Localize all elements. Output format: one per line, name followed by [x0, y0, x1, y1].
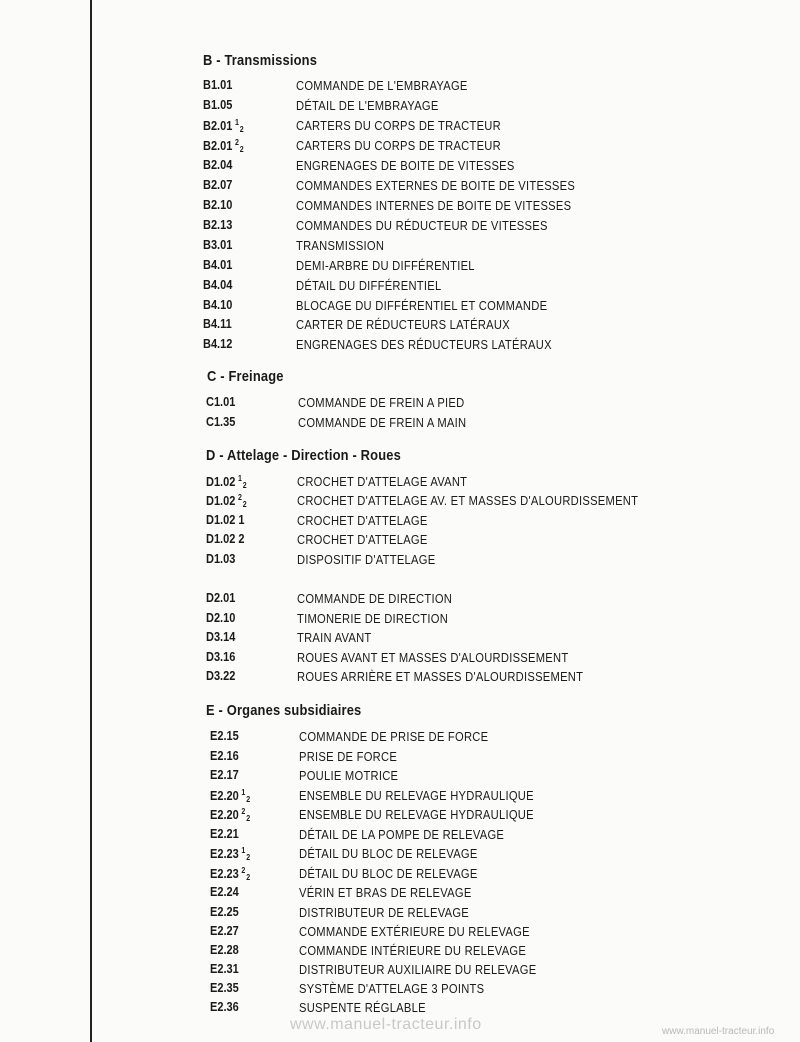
part-description: DEMI-ARBRE DU DIFFÉRENTIEL: [296, 258, 475, 273]
part-code: [206, 650, 235, 664]
part-code-superscript: 2: [241, 807, 246, 816]
part-code-superscript: 2: [234, 138, 239, 147]
part-description: ENSEMBLE DU RELEVAGE HYDRAULIQUE: [299, 807, 534, 822]
part-code: [203, 337, 232, 351]
part-code-subscript: 2: [242, 481, 247, 490]
part-code-base: E2.20: [210, 789, 239, 803]
part-code-subscript: 2: [246, 873, 251, 882]
part-code-base: D1.03: [206, 552, 236, 566]
part-code: [203, 218, 232, 232]
part-code: [206, 415, 235, 429]
part-description: DISTRIBUTEUR DE RELEVAGE: [299, 905, 469, 920]
part-code-subscript: 2: [246, 853, 251, 862]
part-code: [203, 238, 232, 252]
part-code-base: B2.01: [203, 139, 233, 153]
section-title: E - Organes subsidiaires: [206, 702, 362, 719]
part-code-base: E2.27: [210, 924, 239, 938]
part-description: COMMANDES EXTERNES DE BOITE DE VITESSES: [296, 178, 576, 193]
part-code: [210, 827, 239, 841]
part-description: CROCHET D'ATTELAGE: [297, 513, 428, 528]
part-code: [210, 866, 250, 882]
part-code-base: B1.01: [203, 78, 233, 92]
part-code-base: B1.05: [203, 98, 233, 112]
part-code: [206, 395, 235, 409]
part-description: CROCHET D'ATTELAGE: [297, 532, 428, 547]
part-code-base: E2.15: [210, 729, 239, 743]
section-title: C - Freinage: [207, 368, 284, 385]
part-description: ROUES ARRIÈRE ET MASSES D'ALOURDISSEMENT: [297, 669, 584, 684]
part-code-superscript: 1: [237, 474, 242, 483]
part-code: [210, 981, 239, 995]
part-code-base: B2.01: [203, 119, 233, 133]
part-description: ENSEMBLE DU RELEVAGE HYDRAULIQUE: [299, 788, 534, 803]
part-code: [210, 749, 239, 763]
watermark-right: www.manuel-tracteur.info: [662, 1026, 775, 1037]
part-description: DÉTAIL DU DIFFÉRENTIEL: [296, 278, 442, 293]
part-code: [210, 1000, 239, 1014]
part-code-base: B3.01: [203, 238, 233, 252]
part-code: [206, 513, 245, 527]
part-description: TRAIN AVANT: [297, 630, 372, 645]
part-description: ROUES AVANT ET MASSES D'ALOURDISSEMENT: [297, 650, 569, 665]
part-code: [203, 198, 232, 212]
part-code-superscript: 1: [241, 788, 246, 797]
part-code-base: E2.23: [210, 847, 239, 861]
part-code: [206, 669, 235, 683]
part-code-base: E2.16: [210, 749, 239, 763]
part-code-subscript: 2: [246, 795, 251, 804]
part-code-base: E2.31: [210, 962, 239, 976]
part-description: DÉTAIL DE LA POMPE DE RELEVAGE: [299, 827, 505, 842]
part-code: [210, 729, 239, 743]
part-code: [203, 78, 232, 92]
part-code-base: E2.23: [210, 867, 239, 881]
part-description: COMMANDE EXTÉRIEURE DU RELEVAGE: [299, 924, 530, 939]
part-description: CARTERS DU CORPS DE TRACTEUR: [296, 118, 501, 133]
part-code-base: D3.22: [206, 669, 236, 683]
part-description: COMMANDES DU RÉDUCTEUR DE VITESSES: [296, 218, 548, 233]
part-description: CARTER DE RÉDUCTEURS LATÉRAUX: [296, 317, 510, 332]
watermark-center: www.manuel-tracteur.info: [290, 1016, 482, 1033]
part-code-base: E2.20: [210, 808, 239, 822]
part-code: [206, 552, 235, 566]
part-code: [203, 317, 232, 331]
part-code-base: D2.01: [206, 591, 236, 605]
part-code: [206, 611, 235, 625]
part-code: [203, 118, 244, 134]
part-code: [210, 846, 250, 862]
part-code-superscript: 2: [237, 493, 242, 502]
part-description: CROCHET D'ATTELAGE AV. ET MASSES D'ALOURDISSEMENT: [297, 493, 639, 508]
part-description: COMMANDE INTÉRIEURE DU RELEVAGE: [299, 943, 527, 958]
part-code-superscript: 1: [234, 118, 239, 127]
part-description: COMMANDE DE FREIN A PIED: [298, 395, 465, 410]
part-code-base: E2.21: [210, 827, 239, 841]
part-code-base: B2.04: [203, 158, 233, 172]
part-code-base: E2.35: [210, 981, 239, 995]
part-code-base: B4.10: [203, 298, 233, 312]
part-code-base: B2.10: [203, 198, 233, 212]
part-code: [206, 630, 235, 644]
part-description: DÉTAIL DE L'EMBRAYAGE: [296, 98, 439, 113]
section-title: D - Attelage - Direction - Roues: [206, 447, 401, 464]
part-description: DISPOSITIF D'ATTELAGE: [297, 552, 436, 567]
section-title: B - Transmissions: [203, 52, 318, 69]
part-code-base: E2.36: [210, 1000, 239, 1014]
part-code: [203, 258, 232, 272]
part-code: [210, 943, 239, 957]
part-code-subscript: 2: [239, 125, 244, 134]
part-code: [203, 298, 232, 312]
part-code-subscript: 2: [246, 814, 251, 823]
part-code: [203, 278, 232, 292]
part-code: [203, 178, 232, 192]
part-code-subscript: 2: [242, 500, 247, 509]
part-code: [210, 885, 239, 899]
part-code-base: E2.24: [210, 885, 239, 899]
part-code-superscript: 2: [241, 866, 246, 875]
part-code: [210, 924, 239, 938]
part-description: DÉTAIL DU BLOC DE RELEVAGE: [299, 846, 478, 861]
part-description: SYSTÈME D'ATTELAGE 3 POINTS: [299, 981, 485, 996]
part-code-base: D3.16: [206, 650, 236, 664]
part-code-base: B4.11: [203, 317, 232, 331]
part-code: [210, 962, 239, 976]
part-code: [203, 158, 232, 172]
part-description: COMMANDE DE L'EMBRAYAGE: [296, 78, 468, 93]
part-code: [210, 768, 239, 782]
part-code-base: E2.28: [210, 943, 239, 957]
part-description: VÉRIN ET BRAS DE RELEVAGE: [299, 885, 472, 900]
part-description: ENGRENAGES DES RÉDUCTEURS LATÉRAUX: [296, 337, 552, 352]
part-code-base: D3.14: [206, 630, 236, 644]
part-code: [206, 493, 247, 509]
part-code-base: B4.12: [203, 337, 233, 351]
part-code: [206, 474, 247, 490]
part-description: BLOCAGE DU DIFFÉRENTIEL ET COMMANDE: [296, 298, 548, 313]
part-description: SUSPENTE RÉGLABLE: [299, 1000, 426, 1015]
part-code-base: E2.17: [210, 768, 239, 782]
part-description: CARTERS DU CORPS DE TRACTEUR: [296, 138, 501, 153]
part-description: DISTRIBUTEUR AUXILIAIRE DU RELEVAGE: [299, 962, 537, 977]
part-code-base: C1.35: [206, 415, 236, 429]
part-description: CROCHET D'ATTELAGE AVANT: [297, 474, 468, 489]
part-code-base: C1.01: [206, 395, 236, 409]
part-code-base: D1.02 2: [206, 532, 245, 546]
part-description: TIMONERIE DE DIRECTION: [297, 611, 449, 626]
part-code-base: D1.02: [206, 475, 236, 489]
part-code-base: D2.10: [206, 611, 236, 625]
part-code-superscript: 1: [241, 846, 246, 855]
part-description: COMMANDE DE DIRECTION: [297, 591, 453, 606]
part-code-base: B4.01: [203, 258, 233, 272]
part-code-base: B4.04: [203, 278, 233, 292]
part-description: COMMANDES INTERNES DE BOITE DE VITESSES: [296, 198, 572, 213]
part-description: COMMANDE DE FREIN A MAIN: [298, 415, 467, 430]
part-description: TRANSMISSION: [296, 238, 385, 253]
part-description: POULIE MOTRICE: [299, 768, 399, 783]
part-description: PRISE DE FORCE: [299, 749, 398, 764]
part-code: [206, 532, 245, 546]
part-code-base: D1.02: [206, 494, 236, 508]
part-code-subscript: 2: [239, 145, 244, 154]
part-description: ENGRENAGES DE BOITE DE VITESSES: [296, 158, 515, 173]
part-code: [203, 138, 244, 154]
part-code: [206, 591, 235, 605]
part-code-base: E2.25: [210, 905, 239, 919]
part-description: COMMANDE DE PRISE DE FORCE: [299, 729, 489, 744]
part-code: [210, 807, 250, 823]
part-code-base: B2.07: [203, 178, 233, 192]
part-code-base: D1.02 1: [206, 513, 245, 527]
part-code: [203, 98, 232, 112]
part-code: [210, 788, 250, 804]
part-code-base: B2.13: [203, 218, 233, 232]
part-code: [210, 905, 239, 919]
part-description: DÉTAIL DU BLOC DE RELEVAGE: [299, 866, 478, 881]
